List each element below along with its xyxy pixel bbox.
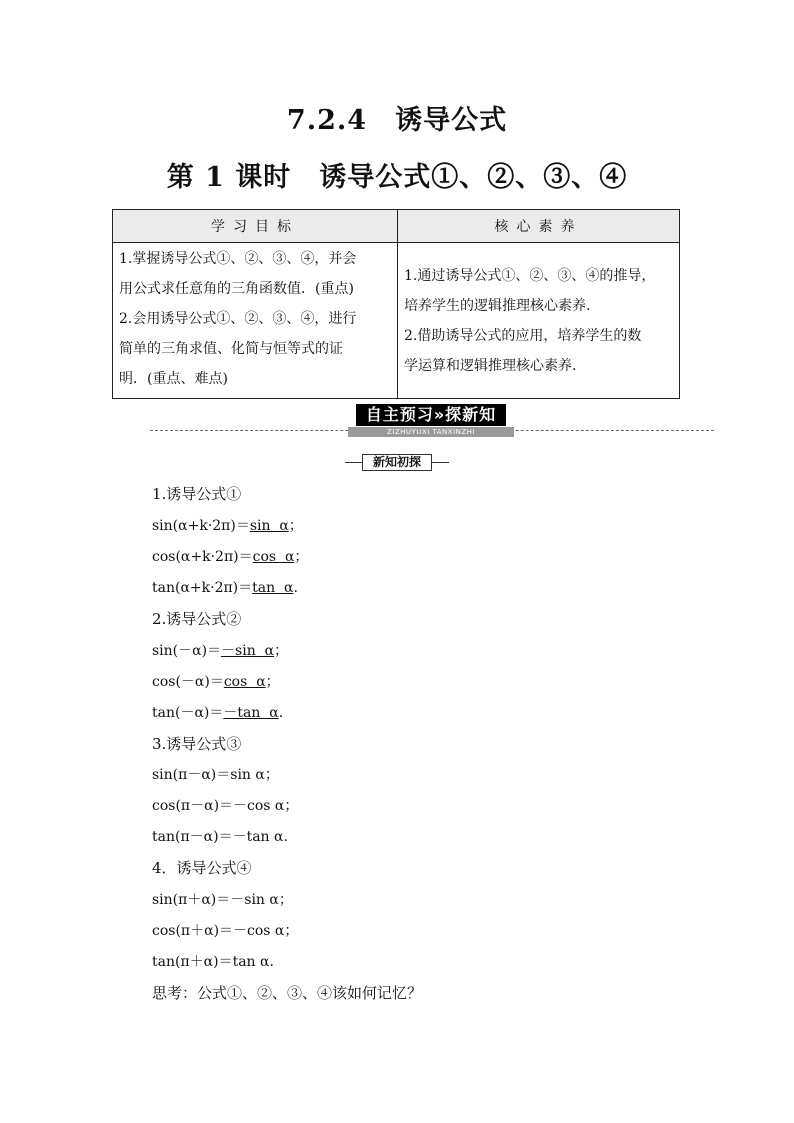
formula-line: tan(π＋α)＝tan α.: [152, 954, 274, 970]
formula-line: sin(π－α)＝sin α；: [152, 767, 279, 783]
literacy-line: 2.借助诱导公式的应用，培养学生的数: [404, 327, 642, 344]
goal-line: 1.掌握诱导公式①、②、③、④，并会: [119, 251, 357, 267]
formula-answer: tan α: [252, 580, 294, 596]
formula-4-heading: 4．诱导公式④: [152, 859, 252, 877]
goals-table: [112, 209, 680, 399]
learning-goals-cell: [113, 243, 398, 399]
preview-banner: [150, 402, 714, 442]
formula-punct: ；: [265, 674, 280, 690]
formula-answer: sin α: [249, 518, 289, 534]
formula-punct: ；: [294, 549, 309, 565]
formula-expr: tan(－α)＝: [152, 705, 224, 721]
formula-2-heading: 2.诱导公式②: [152, 610, 242, 628]
section-tag: [345, 454, 449, 471]
formula-line: cos(π＋α)＝－cos α；: [152, 923, 299, 939]
formula-3-heading: 3.诱导公式③: [152, 735, 242, 753]
formula-expr: sin(－α)＝: [152, 643, 222, 659]
formula-line: [152, 641, 288, 661]
banner-title: 自主预习»探新知: [356, 404, 506, 426]
goal-line: 用公式求任意角的三角函数值．(重点): [119, 281, 354, 297]
formula-expr: cos(－α)＝: [152, 674, 224, 690]
formula-punct: ；: [274, 643, 289, 659]
literacy-line: 培养学生的逻辑推理核心素养.: [404, 297, 591, 314]
header-core-literacy: 核心素养: [398, 210, 680, 243]
formula-expr: sin(α+k·2π)＝: [152, 518, 250, 534]
formula-answer: －sin α: [221, 643, 275, 659]
section-tag-label: 新知初探: [362, 454, 432, 471]
goal-line: 2.会用诱导公式①、②、③、④，进行: [119, 311, 357, 327]
formula-answer: cos α: [223, 674, 266, 690]
formula-answer: cos α: [252, 549, 295, 565]
core-literacy-cell: [398, 243, 680, 399]
formula-line: tan(π－α)＝－tan α.: [152, 829, 288, 845]
formula-line: [152, 578, 298, 598]
literacy-line: 1.通过诱导公式①、②、③、④的推导，: [404, 267, 656, 284]
formula-line: [152, 672, 280, 692]
goal-line: 简单的三角求值、化简与恒等式的证: [119, 341, 343, 357]
formula-line: sin(π＋α)＝－sin α；: [152, 892, 293, 908]
lesson-title: 第 1 课时 诱导公式①、②、③、④: [166, 162, 628, 193]
formula-punct: ；: [288, 518, 303, 534]
header-learning-goals: 学习目标: [113, 210, 398, 243]
formula-line: cos(π－α)＝－cos α；: [152, 798, 299, 814]
think-question: 思考：公式①、②、③、④该如何记忆？: [152, 984, 423, 1002]
formula-expr: cos(α+k·2π)＝: [152, 549, 253, 565]
formula-line: [152, 516, 303, 536]
formula-line: [152, 547, 308, 567]
formula-line: [152, 703, 283, 723]
section-title: 7.2.4 诱导公式: [286, 105, 508, 136]
banner-subtitle: ZIZHUYUXI TANXINZHI: [348, 427, 514, 437]
formula-punct: .: [278, 705, 284, 721]
goal-line: 明．(重点、难点): [119, 371, 228, 387]
formula-1-heading: 1.诱导公式①: [152, 485, 242, 503]
formula-punct: .: [293, 580, 298, 596]
literacy-line: 学运算和逻辑推理核心素养.: [404, 357, 577, 374]
formula-answer: －tan α: [223, 705, 279, 721]
formula-expr: tan(α+k·2π)＝: [152, 580, 253, 596]
